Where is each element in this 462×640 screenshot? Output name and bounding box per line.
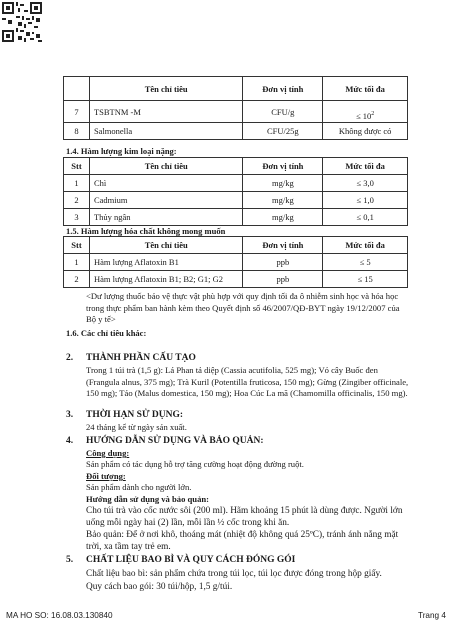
section-2-number: 2. <box>66 353 74 363</box>
cell-stt: 3 <box>64 209 90 226</box>
cell-stt: 2 <box>64 192 90 209</box>
table-header-row <box>64 77 408 101</box>
col-header-limit: Mức tối đa <box>323 77 408 101</box>
section-5-packing: Quy cách bao gói: 30 túi/hộp, 1,5 g/túi. <box>86 582 233 592</box>
cell-name: TSBTNM -M <box>89 101 242 123</box>
section-3-title: THỜI HẠN SỬ DỤNG: <box>86 410 184 420</box>
section-3-body: 24 tháng kể từ ngày sản xuất. <box>86 422 187 432</box>
cell-limit: ≤ 0,1 <box>323 209 408 226</box>
cell-limit: ≤ 3,0 <box>323 175 408 192</box>
cell-stt: 8 <box>64 123 90 140</box>
qr-code <box>0 0 44 44</box>
uses-text: Sản phẩm có tác dụng hỗ trợ tăng cường hoạt động đường ruột. <box>86 459 304 469</box>
footer-file-code: MA HO SO: 16.08.03.130840 <box>6 611 113 620</box>
table-row <box>64 254 408 271</box>
usage-text: Cho túi trà vào cốc nước sôi (200 ml). Hãm khoảng 15 phút là dùng được. Người lớn uống mỗi ngày hai (2) lần, mỗi lần ½ cốc trong khi ăn. <box>86 506 403 529</box>
table-row <box>64 192 408 209</box>
table-row <box>64 209 408 226</box>
residue-note: <Dư lượng thuốc bảo vệ thực vật phù hợp với quy định tối đa ô nhiễm sinh học và hóa học trong thực phẩm ban hành kèm theo Quyết định số 46/2007/QĐ-BYT ngày 19/12/2007 của Bộ y tế> <box>86 291 400 325</box>
section-heading-1-6: 1.6. Các chỉ tiêu khác: <box>66 328 147 338</box>
limit-exponent: 2 <box>371 111 375 118</box>
table-heavy-metals <box>63 157 408 226</box>
cell-unit: mg/kg <box>243 192 323 209</box>
col-header-unit: Đơn vị tính <box>243 158 323 175</box>
cell-name: Chì <box>89 175 243 192</box>
section-heading-1-4: 1.4. Hàm lượng kim loại nặng: <box>66 146 177 156</box>
cell-unit: CFU/25g <box>243 123 323 140</box>
section-5-number: 5. <box>66 555 74 565</box>
section-4-number: 4. <box>66 436 74 446</box>
section-4-title: HƯỚNG DẪN SỬ DỤNG VÀ BẢO QUẢN: <box>86 436 264 446</box>
table-header-row <box>64 237 408 254</box>
col-header-stt: Stt <box>64 237 90 254</box>
cell-name: Hàm lượng Aflatoxin B1 <box>89 254 243 271</box>
uses-label: Công dụng: <box>86 448 130 458</box>
cell-stt: 1 <box>64 254 90 271</box>
section-5-material: Chất liệu bao bì: sản phẩm chứa trong túi lọc, túi lọc được đóng trong hộp giấy. <box>86 569 382 579</box>
cell-limit: ≤ 15 <box>323 271 408 288</box>
target-label: Đối tượng: <box>86 471 126 481</box>
cell-name: Cadmium <box>89 192 243 209</box>
section-2-body: Trong 1 túi trà (1,5 g): Lá Phan tả diệp (Cassia acutifolia, 525 mg); Vỏ cây Buốc đen (Frangula alnus, 375 mg); Trà Kuril (Potentilla fruticosa, 150 mg); Gừng (Zingiber officinale, 150 mg); Táo (Malus domestica, 150 mg); Hoa Cúc La mã (Chamomilla officinalis, 150 mg). <box>86 365 409 399</box>
col-header-limit: Mức tối đa <box>323 158 408 175</box>
target-text: Sản phẩm dành cho người lớn. <box>86 482 192 492</box>
cell-limit <box>323 101 408 123</box>
col-header-limit: Mức tối đa <box>323 237 408 254</box>
col-header-name: Tên chỉ tiêu <box>89 158 243 175</box>
qr-code-icon <box>0 0 44 44</box>
cell-unit: ppb <box>243 271 323 288</box>
col-header-stt <box>64 77 90 101</box>
cell-name: Salmonella <box>89 123 242 140</box>
col-header-unit: Đơn vị tính <box>243 237 323 254</box>
table-row <box>64 271 408 288</box>
cell-unit: mg/kg <box>243 175 323 192</box>
col-header-name: Tên chỉ tiêu <box>89 237 243 254</box>
table-row <box>64 175 408 192</box>
usage-label: Hướng dẫn sử dụng và bảo quản: <box>86 494 210 504</box>
limit-value: ≤ 10 <box>355 111 372 121</box>
table-row <box>64 123 408 140</box>
cell-limit: Không được có <box>323 123 408 140</box>
cell-limit: ≤ 5 <box>323 254 408 271</box>
table-header-row <box>64 158 408 175</box>
cell-limit: ≤ 1,0 <box>323 192 408 209</box>
section-3-number: 3. <box>66 410 74 420</box>
table-row <box>64 101 408 123</box>
cell-stt: 1 <box>64 175 90 192</box>
cell-stt: 2 <box>64 271 90 288</box>
storage-text: Bảo quản: Để ở nơi khô, thoáng mát (nhiệt độ không quá 25ºC), tránh ánh nắng mặt trời, xa tầm tay trẻ em. <box>86 530 399 553</box>
cell-name: Hàm lượng Aflatoxin B1; B2; G1; G2 <box>89 271 243 288</box>
table-microbiological <box>63 76 408 140</box>
section-heading-1-5: 1.5. Hàm lượng hóa chất không mong muốn <box>66 226 226 236</box>
col-header-unit: Đơn vị tính <box>243 77 323 101</box>
cell-unit: mg/kg <box>243 209 323 226</box>
col-header-stt: Stt <box>64 158 90 175</box>
table-chemicals <box>63 236 408 288</box>
cell-unit: ppb <box>243 254 323 271</box>
section-2-title: THÀNH PHẦN CẤU TẠO <box>86 353 196 363</box>
cell-stt: 7 <box>64 101 90 123</box>
cell-name: Thủy ngân <box>89 209 243 226</box>
cell-unit: CFU/g <box>243 101 323 123</box>
section-5-title: CHẤT LIỆU BAO BÌ VÀ QUY CÁCH ĐÓNG GÓI <box>86 555 296 565</box>
col-header-name: Tên chỉ tiêu <box>89 77 242 101</box>
footer-page-number: Trang 4 <box>418 611 446 620</box>
